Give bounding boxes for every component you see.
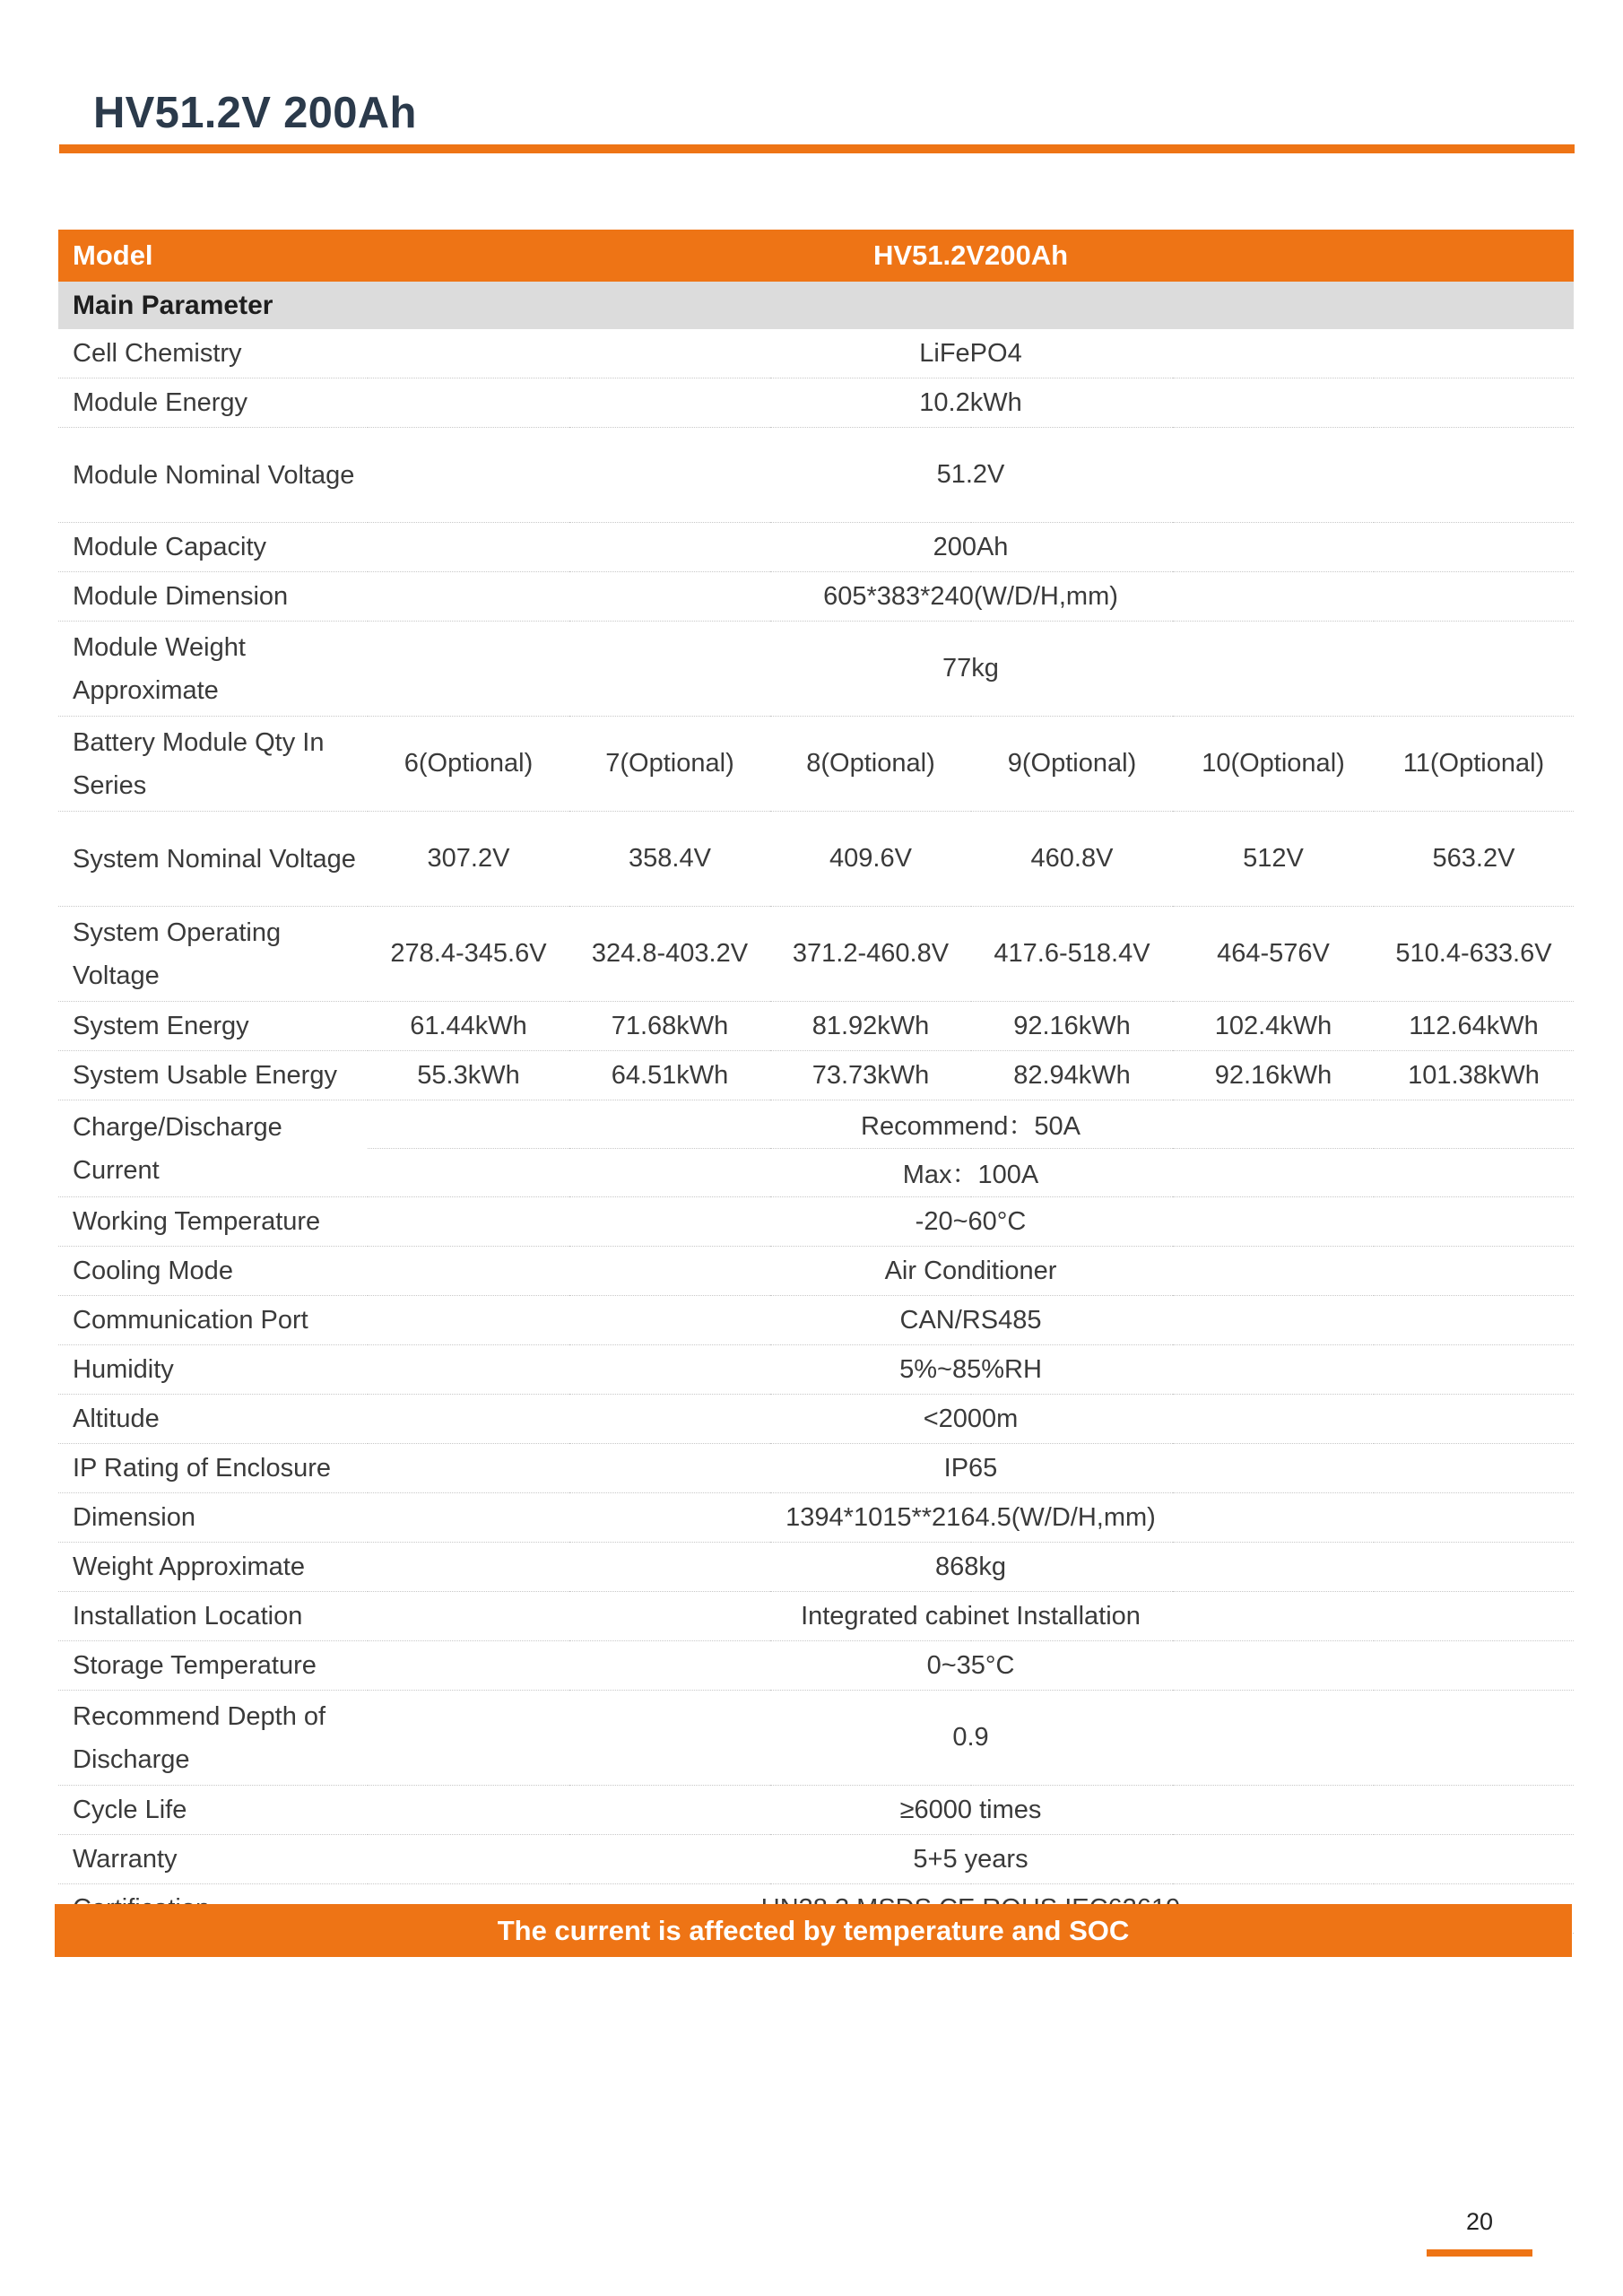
cell-value: 371.2-460.8V [770, 907, 971, 1002]
row-value: -20~60°C [368, 1197, 1574, 1247]
table-row [58, 428, 1574, 523]
cell-value: 563.2V [1374, 812, 1574, 907]
table-header-row [58, 230, 1574, 282]
table-row-multi [58, 717, 1574, 812]
cell-value: 64.51kWh [569, 1051, 770, 1100]
table-row [58, 523, 1574, 572]
row-label: System Nominal Voltage [58, 812, 368, 907]
row-value: CAN/RS485 [368, 1296, 1574, 1345]
row-label: Module Capacity [58, 523, 368, 572]
cell-value: 92.16kWh [1173, 1051, 1374, 1100]
table-row-charge-recommend [58, 1100, 1574, 1149]
cell-value: 71.68kWh [569, 1002, 770, 1051]
cell-value: 112.64kWh [1374, 1002, 1574, 1051]
table-row [58, 1296, 1574, 1345]
row-label: System Energy [58, 1002, 368, 1051]
row-value: Air Conditioner [368, 1247, 1574, 1296]
row-value: 77kg [368, 622, 1574, 717]
table-row [58, 1592, 1574, 1641]
section-row [58, 282, 1574, 329]
table-row [58, 1543, 1574, 1592]
charge-max-value: Max：100A [368, 1149, 1574, 1197]
table-row [58, 1197, 1574, 1247]
row-label: Module Nominal Voltage [58, 428, 368, 523]
row-value: 5+5 years [368, 1835, 1574, 1884]
cell-value: 10(Optional) [1173, 717, 1374, 812]
spec-table [58, 230, 1574, 1934]
table-row [58, 378, 1574, 428]
table-row-multi [58, 812, 1574, 907]
row-label: Humidity [58, 1345, 368, 1395]
row-value: 51.2V [368, 428, 1574, 523]
row-label: Cooling Mode [58, 1247, 368, 1296]
page-number: 20 [1465, 2208, 1494, 2235]
row-value: 200Ah [368, 523, 1574, 572]
table-row [58, 1786, 1574, 1835]
cell-value: 102.4kWh [1173, 1002, 1374, 1051]
row-value: 605*383*240(W/D/H,mm) [368, 572, 1574, 622]
cell-value: 324.8-403.2V [569, 907, 770, 1002]
cell-value: 6(Optional) [368, 717, 569, 812]
cell-value: 510.4-633.6V [1374, 907, 1574, 1002]
row-value: 10.2kWh [368, 378, 1574, 428]
cell-value: 8(Optional) [770, 717, 971, 812]
cell-value: 512V [1173, 812, 1374, 907]
row-label: Module Energy [58, 378, 368, 428]
cell-value: 82.94kWh [971, 1051, 1173, 1100]
row-label: Installation Location [58, 1592, 368, 1641]
cell-value: 409.6V [770, 812, 971, 907]
row-label: IP Rating of Enclosure [58, 1444, 368, 1493]
cell-value: 417.6-518.4V [971, 907, 1173, 1002]
table-row [58, 1247, 1574, 1296]
cell-value: 61.44kWh [368, 1002, 569, 1051]
cell-value: 278.4-345.6V [368, 907, 569, 1002]
row-value: <2000m [368, 1395, 1574, 1444]
cell-value: 464-576V [1173, 907, 1374, 1002]
page-title: HV51.2V 200Ah [93, 89, 417, 137]
row-label: Module Dimension [58, 572, 368, 622]
row-label: Battery Module Qty In Series [58, 717, 368, 812]
row-label: Recommend Depth of Discharge [58, 1691, 368, 1786]
row-label: Cycle Life [58, 1786, 368, 1835]
table-row [58, 1345, 1574, 1395]
cell-value: 358.4V [569, 812, 770, 907]
title-underline [59, 144, 1575, 153]
cell-value: 55.3kWh [368, 1051, 569, 1100]
table-row [58, 1641, 1574, 1691]
row-label: Warranty [58, 1835, 368, 1884]
table-row [58, 1835, 1574, 1884]
table-row-multi [58, 1051, 1574, 1100]
row-label: Cell Chemistry [58, 329, 368, 378]
table-row [58, 329, 1574, 378]
cell-value: 73.73kWh [770, 1051, 971, 1100]
cell-value: 101.38kWh [1374, 1051, 1574, 1100]
cell-value: 11(Optional) [1374, 717, 1574, 812]
row-label: Dimension [58, 1493, 368, 1543]
header-label: Model [58, 230, 368, 282]
row-value: 868kg [368, 1543, 1574, 1592]
row-value: 5%~85%RH [368, 1345, 1574, 1395]
table-row-multi [58, 907, 1574, 1002]
table-row [58, 1444, 1574, 1493]
cell-value: 92.16kWh [971, 1002, 1173, 1051]
table-row [58, 1493, 1574, 1543]
cell-value: 307.2V [368, 812, 569, 907]
row-label: Altitude [58, 1395, 368, 1444]
cell-value: 81.92kWh [770, 1002, 971, 1051]
cell-value: 7(Optional) [569, 717, 770, 812]
section-title: Main Parameter [58, 282, 1574, 329]
row-value: IP65 [368, 1444, 1574, 1493]
cell-value: 460.8V [971, 812, 1173, 907]
row-label: Charge/Discharge Current [58, 1100, 368, 1197]
table-row [58, 1691, 1574, 1786]
charge-recommend-value: Recommend：50A [368, 1100, 1574, 1149]
row-value: 0~35°C [368, 1641, 1574, 1691]
page-number-underline [1427, 2249, 1532, 2257]
cell-value: 9(Optional) [971, 717, 1173, 812]
row-label: Module Weight Approximate [58, 622, 368, 717]
row-value: 1394*1015**2164.5(W/D/H,mm) [368, 1493, 1574, 1543]
row-label: System Operating Voltage [58, 907, 368, 1002]
row-label: Weight Approximate [58, 1543, 368, 1592]
table-row [58, 622, 1574, 717]
row-value: 0.9 [368, 1691, 1574, 1786]
footer-note: The current is affected by temperature and SOC [55, 1904, 1572, 1957]
table-row [58, 572, 1574, 622]
row-label: Storage Temperature [58, 1641, 368, 1691]
row-value: LiFePO4 [368, 329, 1574, 378]
table-row-multi [58, 1002, 1574, 1051]
row-value: ≥6000 times [368, 1786, 1574, 1835]
row-label: Working Temperature [58, 1197, 368, 1247]
row-value: Integrated cabinet Installation [368, 1592, 1574, 1641]
header-model-value: HV51.2V200Ah [368, 230, 1574, 282]
row-label: Communication Port [58, 1296, 368, 1345]
table-row [58, 1395, 1574, 1444]
row-label: System Usable Energy [58, 1051, 368, 1100]
